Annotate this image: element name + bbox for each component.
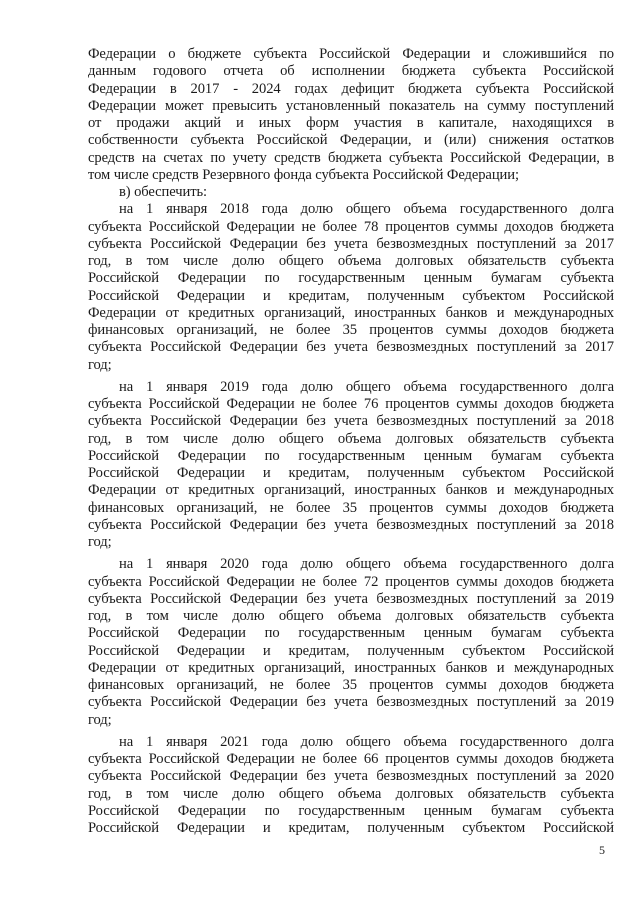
text-line: Российской Федерации и кредитам, полученным субъектом Российской [88, 820, 614, 836]
text-line: субъекта Российской Федерации не более 76 процентов суммы доходов бюджета [88, 396, 614, 412]
text-line: собственности субъекта Российской Федерации, и (или) снижения остатков [88, 132, 614, 149]
text-line: год; [88, 356, 112, 373]
text-line: Российской Федерации по государственным ценным бумагам субъекта [88, 447, 614, 464]
text-line: субъекта Российской Федерации без учета безвозмездных поступлений за 2018 [88, 516, 614, 533]
text-line: субъекта Российской Федерации без учета безвозмездных поступлений за 2019 [88, 590, 614, 607]
text-line: Федерации от кредитных организаций, иностранных банков и международных [88, 659, 614, 676]
text-line: субъекта Российской Федерации без учета безвозмездных поступлений за 2019 [88, 694, 614, 711]
text-line: год, в том числе долю общего объема долговых обязательств субъекта [88, 785, 614, 802]
text-line: субъекта Российской Федерации не более 72 процентов суммы доходов бюджета [88, 573, 614, 590]
text-line: данным годового отчета об исполнении бюджета субъекта Российской [88, 63, 614, 80]
text-line: год, в том числе долю общего объема долговых обязательств субъекта [88, 608, 614, 624]
text-line: на 1 января 2021 года долю общего объема государственного долга [119, 733, 614, 750]
text-line: субъекта Российской Федерации без учета безвозмездных поступлений за 2017 [88, 339, 614, 356]
text-line: субъекта Российской Федерации не более 66 процентов суммы доходов бюджета [88, 751, 614, 767]
document-page [88, 46, 614, 837]
text-line: Федерации от кредитных организаций, иностранных банков и международных [88, 482, 614, 499]
text-line: Российской Федерации и кредитам, полученным субъектом Российской [88, 465, 614, 481]
page-number: 5 [599, 843, 605, 857]
text-line: субъекта Российской Федерации не более 78 процентов суммы доходов бюджета [88, 218, 614, 235]
text-line: субъекта Российской Федерации без учета безвозмездных поступлений за 2018 [88, 413, 614, 430]
text-line: финансовых организаций, не более 35 процентов суммы доходов бюджета [88, 322, 614, 338]
text-line: на 1 января 2018 года долю общего объема государственного долга [119, 201, 614, 218]
text-line: год, в том числе долю общего объема долговых обязательств субъекта [88, 430, 614, 447]
text-line: Федерации о бюджете субъекта Российской Федерации и сложившийся по [88, 46, 614, 62]
text-line: Федерации от кредитных организаций, иностранных банков и международных [88, 304, 614, 321]
text-line: Российской Федерации по государственным ценным бумагам субъекта [88, 802, 614, 819]
text-line: Федерации может превысить установленный показатель на сумму поступлений [88, 97, 614, 114]
text-line: Российской Федерации по государственным ценным бумагам субъекта [88, 270, 614, 287]
text-line: Российской Федерации и кредитам, полученным субъектом Российской [88, 642, 614, 659]
text-line: финансовых организаций, не более 35 процентов суммы доходов бюджета [88, 677, 614, 693]
text-line: Российской Федерации по государственным ценным бумагам субъекта [88, 625, 614, 642]
text-line: год; [88, 534, 112, 550]
text-line: Российской Федерации и кредитам, полученным субъектом Российской [88, 287, 614, 304]
text-line: от продажи акций и иных форм участия в капитале, находящихся в [88, 115, 614, 131]
text-line: год; [88, 711, 112, 728]
text-line: в) обеспечить: [119, 184, 208, 200]
text-line: на 1 января 2020 года долю общего объема государственного долга [119, 556, 614, 573]
text-line: субъекта Российской Федерации без учета безвозмездных поступлений за 2020 [88, 768, 614, 785]
text-line: субъекта Российской Федерации без учета безвозмездных поступлений за 2017 [88, 235, 614, 252]
text-line: Федерации в 2017 - 2024 годах дефицит бюджета субъекта Российской [88, 80, 614, 97]
text-line: год, в том числе долю общего объема долговых обязательств субъекта [88, 253, 614, 269]
text-line: том числе средств Резервного фонда субъекта Российской Федерации; [88, 166, 519, 183]
text-line: финансовых организаций, не более 35 процентов суммы доходов бюджета [88, 499, 614, 516]
text-line: на 1 января 2019 года долю общего объема государственного долга [119, 378, 614, 395]
text-line: средств на счетах по учету средств бюджета субъекта Российской Федерации, в [88, 149, 614, 166]
